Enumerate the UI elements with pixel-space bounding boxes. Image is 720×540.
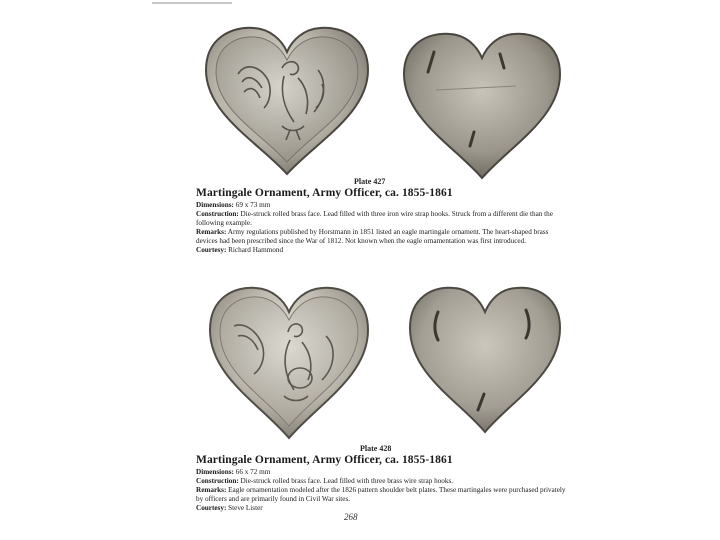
plate-428-courtesy: Courtesy: Steve Lister bbox=[196, 504, 263, 512]
plate-427-caption bbox=[196, 187, 568, 255]
plate-428-construction: Construction: Die-struck rolled brass face. Lead filled with three brass wire strap hooks. bbox=[196, 477, 454, 485]
plate-428-title: Martingale Ornament, Army Officer, ca. 1855-1861 bbox=[196, 454, 453, 466]
plate-427-construction: Construction: Die-struck rolled brass face. Lead filled with three iron wire strap hooks. Struck from a different die than the following example. bbox=[196, 210, 553, 227]
plate-427-dimensions: Dimensions: 69 x 73 mm bbox=[196, 201, 271, 209]
plate-428-label: Plate 428 bbox=[360, 444, 392, 453]
plate-428-back-photo bbox=[404, 282, 566, 436]
plate-427-back-photo bbox=[396, 28, 568, 182]
plate-427-courtesy: Courtesy: Richard Hammond bbox=[196, 246, 284, 254]
plate-428-remarks: Remarks: Eagle ornamentation modeled after the 1826 pattern shoulder belt plates. These martingales were purchased privately by officers and are primarily found in Civil War sites. bbox=[196, 486, 566, 503]
plate-428-front-photo bbox=[204, 282, 374, 442]
page-top-rule bbox=[152, 2, 232, 4]
page-number: 268 bbox=[344, 512, 358, 522]
plate-428-caption bbox=[196, 454, 568, 513]
plate-427-title: Martingale Ornament, Army Officer, ca. 1855-1861 bbox=[196, 187, 453, 199]
plate-427-label: Plate 427 bbox=[354, 177, 386, 186]
plate-427-remarks: Remarks: Army regulations published by Horstmann in 1851 listed an eagle martingale ornament. The heart-shaped brass devices had been prescribed since the War of 1812. Not known when the eagle ornamentation was first introduced. bbox=[196, 228, 549, 245]
plate-427-front-photo bbox=[198, 22, 376, 178]
plate-428-dimensions: Dimensions: 66 x 72 mm bbox=[196, 468, 271, 476]
